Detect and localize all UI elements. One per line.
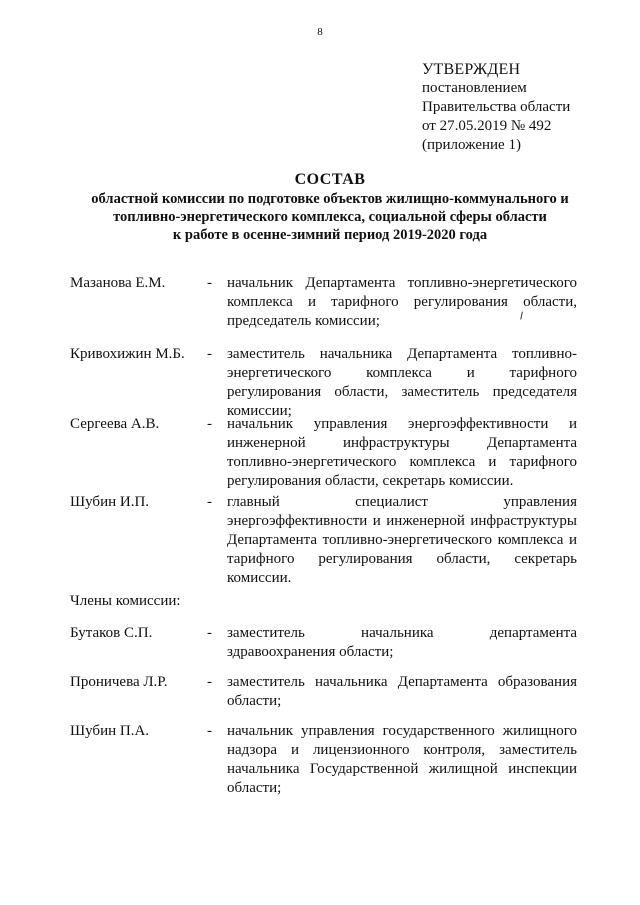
member-dash: - xyxy=(207,674,212,690)
member-name: Проничева Л.Р. xyxy=(70,674,168,690)
document-subtitle-line-3: к работе в осенне-зимний период 2019-2020 года xyxy=(172,227,488,243)
approval-stamp xyxy=(422,60,622,155)
document-title: СОСТАВ xyxy=(294,171,366,188)
member-dash: - xyxy=(207,275,212,291)
member-role: начальник управления государственного жилищного надзора и лицензионного контроля, заместитель начальника Государственной жилищной инспекции области; xyxy=(227,723,577,796)
member-name: Шубин П.А. xyxy=(70,723,150,739)
document-heading xyxy=(60,170,600,244)
approval-title: УТВЕРЖДЕН xyxy=(422,61,521,78)
member-role: заместитель начальника Департамента образования области; xyxy=(227,674,577,709)
member-dash: - xyxy=(207,346,212,362)
member-name: Мазанова Е.М. xyxy=(70,275,166,291)
member-dash: - xyxy=(207,494,212,510)
member-name: Бутаков С.П. xyxy=(70,625,153,641)
approval-line-3: от 27.05.2019 № 492 xyxy=(422,118,552,134)
member-role: главный специалист управления энергоэффективности и инженерной инфраструктуры Департамента топливно-энергетического комплекса и тарифного регулирования области, секретарь комиссии. xyxy=(227,494,577,586)
members-section-label: Члены комиссии: xyxy=(70,593,181,609)
member-dash: - xyxy=(207,625,212,641)
approval-line-1: постановлением xyxy=(422,80,527,96)
member-role: заместитель начальника Департамента топливно-энергетического комплекса и тарифного регулирования области, заместитель председателя комиссии; xyxy=(227,346,577,419)
page-number: 8 xyxy=(317,26,323,38)
member-name: Кривохижин М.Б. xyxy=(70,346,185,362)
member-name: Шубин И.П. xyxy=(70,494,150,510)
document-subtitle-line-2: топливно-энергетического комплекса, социальной сферы области xyxy=(113,209,547,225)
member-role: заместитель начальника департамента здравоохранения области; xyxy=(227,625,577,660)
member-role: начальник Департамента топливно-энергетического комплекса и тарифного регулирования области, председатель комиссии; xyxy=(227,275,577,329)
member-role: начальник управления энергоэффективности и инженерной инфраструктуры Департамента топливно-энергетического комплекса и тарифного регулирования области, секретарь комиссии. xyxy=(227,416,577,489)
document-subtitle-line-1: областной комиссии по подготовке объектов жилищно-коммунального и xyxy=(91,191,569,207)
member-dash: - xyxy=(207,416,212,432)
approval-line-2: Правительства области xyxy=(422,99,571,115)
member-dash: - xyxy=(207,723,212,739)
approval-line-4: (приложение 1) xyxy=(422,137,521,153)
member-name: Сергеева А.В. xyxy=(70,416,160,432)
